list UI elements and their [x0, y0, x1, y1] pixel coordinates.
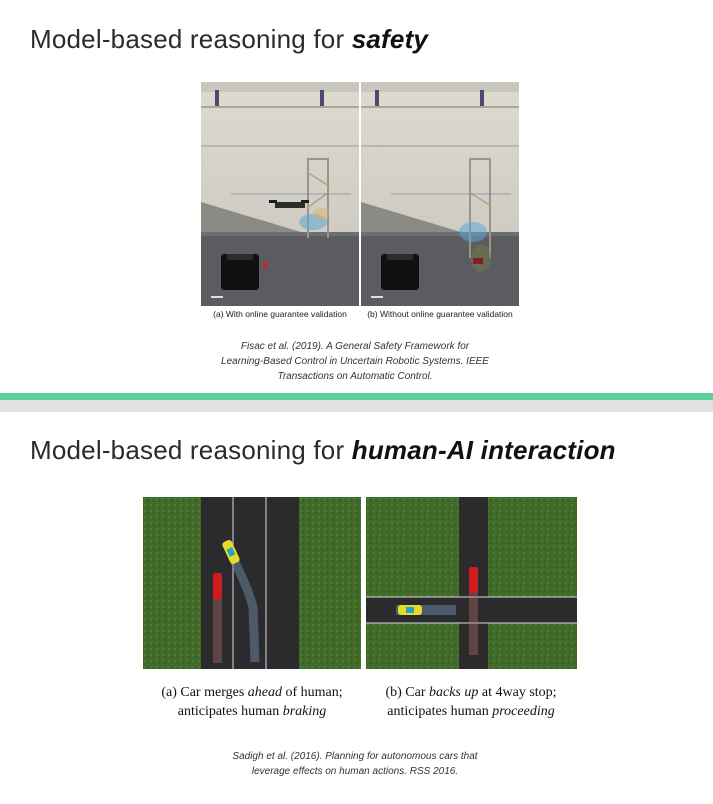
slide-divider — [0, 400, 713, 412]
photo-caption: (b) Without online guarantee validation — [367, 309, 513, 319]
citation — [175, 749, 535, 779]
panel-caption: (a) Car merges ahead of human; anticipates human braking — [161, 685, 343, 719]
citation-line: Fisac et al. (2019). A General Safety Framework for — [240, 341, 470, 352]
photo-caption: (a) With online guarantee validation — [213, 309, 347, 319]
slide-safety — [0, 0, 713, 393]
slide-title: Model-based reasoning for safety — [30, 24, 429, 54]
citation — [185, 339, 525, 384]
slide-divider-accent — [0, 393, 713, 400]
citation-line: Sadigh et al. (2016). Planning for autonomous cars that — [232, 751, 478, 762]
slide-human-ai-interaction — [0, 412, 713, 804]
panel-caption: (b) Car backs up at 4way stop; anticipates human proceeding — [385, 685, 557, 719]
photo-without-validation — [361, 82, 519, 306]
photo-with-validation — [201, 82, 359, 306]
citation-line: leverage effects on human actions. RSS 2016. — [251, 766, 459, 777]
four-way-stop-simulation — [366, 497, 577, 669]
citation-line: Transactions on Automatic Control. — [277, 371, 433, 382]
merge-simulation — [143, 497, 361, 669]
slide-title: Model-based reasoning for human-AI interaction — [30, 435, 616, 465]
citation-line: Learning-Based Control in Uncertain Robotic Systems. IEEE — [221, 356, 489, 367]
